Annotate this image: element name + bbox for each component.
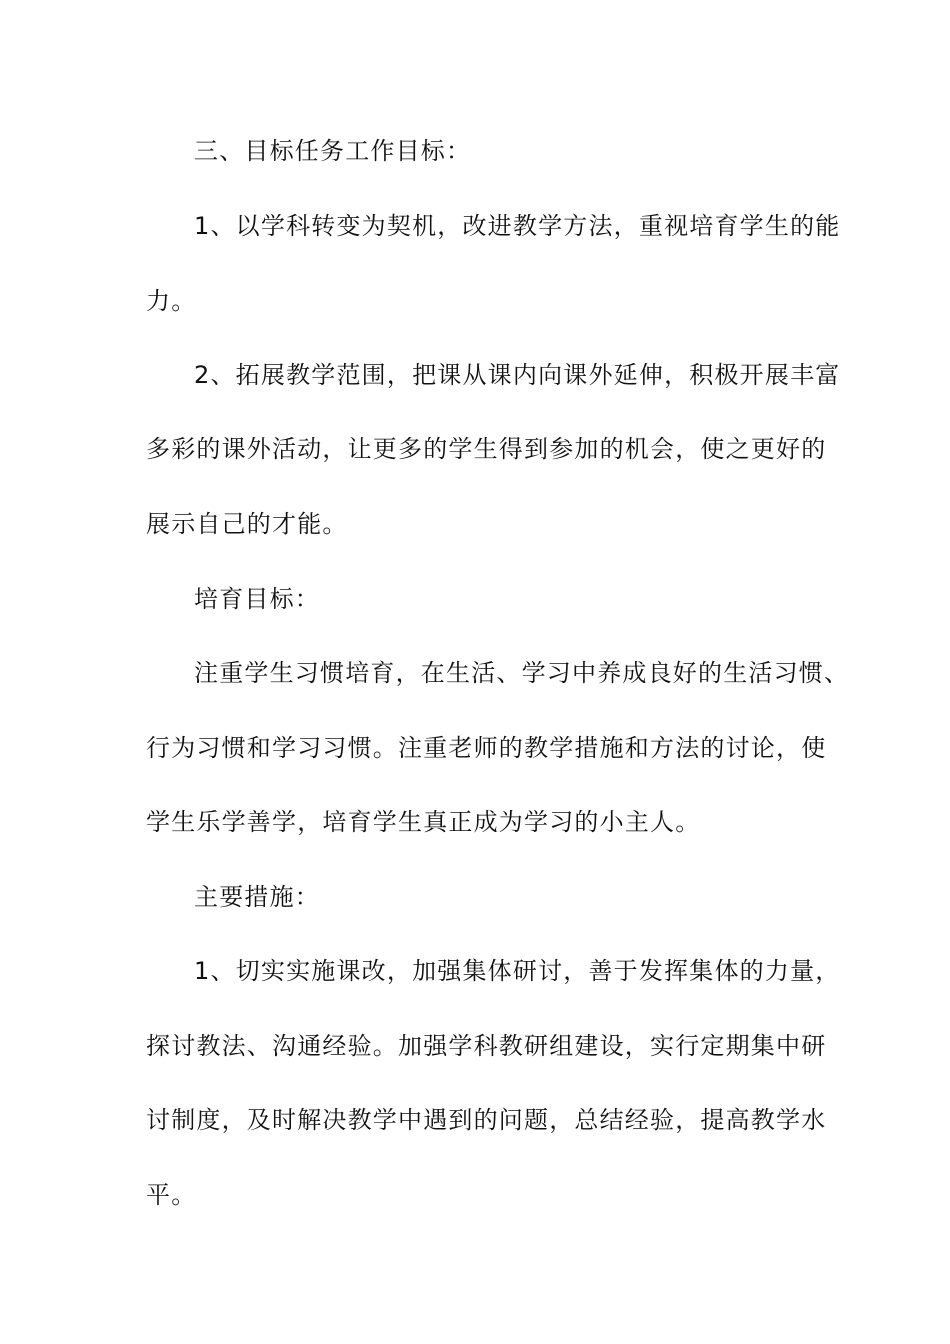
paragraph-line: 讨制度，及时解决教学中遇到的问题，总结经验，提高教学水 [146, 1106, 827, 1134]
paragraph-line: 行为习惯和学习习惯。注重老师的教学措施和方法的讨论，使 [146, 734, 827, 762]
paragraph-line: 注重学生习惯培育，在生活、学习中养成良好的生活习惯、 [194, 659, 850, 687]
paragraph-line: 1、以学科转变为契机，改进教学方法，重视培育学生的能 [194, 212, 841, 240]
paragraph-line: 1、切实实施课改，加强集体研讨，善于发挥集体的力量， [194, 957, 841, 985]
paragraph-line: 平。 [146, 1181, 197, 1209]
paragraph-line: 探讨教法、沟通经验。加强学科教研组建设，实行定期集中研 [146, 1032, 827, 1060]
section-heading-goals: 三、目标任务工作目标： [194, 137, 472, 165]
paragraph-line: 学生乐学善学，培育学生真正成为学习的小主人。 [146, 808, 701, 836]
paragraph-line: 展示自己的才能。 [146, 510, 348, 538]
paragraph-line: 2、拓展教学范围，把课从课内向课外延伸，积极开展丰富 [194, 361, 841, 389]
paragraph-line: 多彩的课外活动，让更多的学生得到参加的机会，使之更好的 [146, 435, 827, 463]
paragraph-line: 力。 [146, 287, 197, 315]
subheading-training-goals: 培育目标： [194, 585, 320, 613]
subheading-main-measures: 主要措施： [194, 883, 320, 911]
